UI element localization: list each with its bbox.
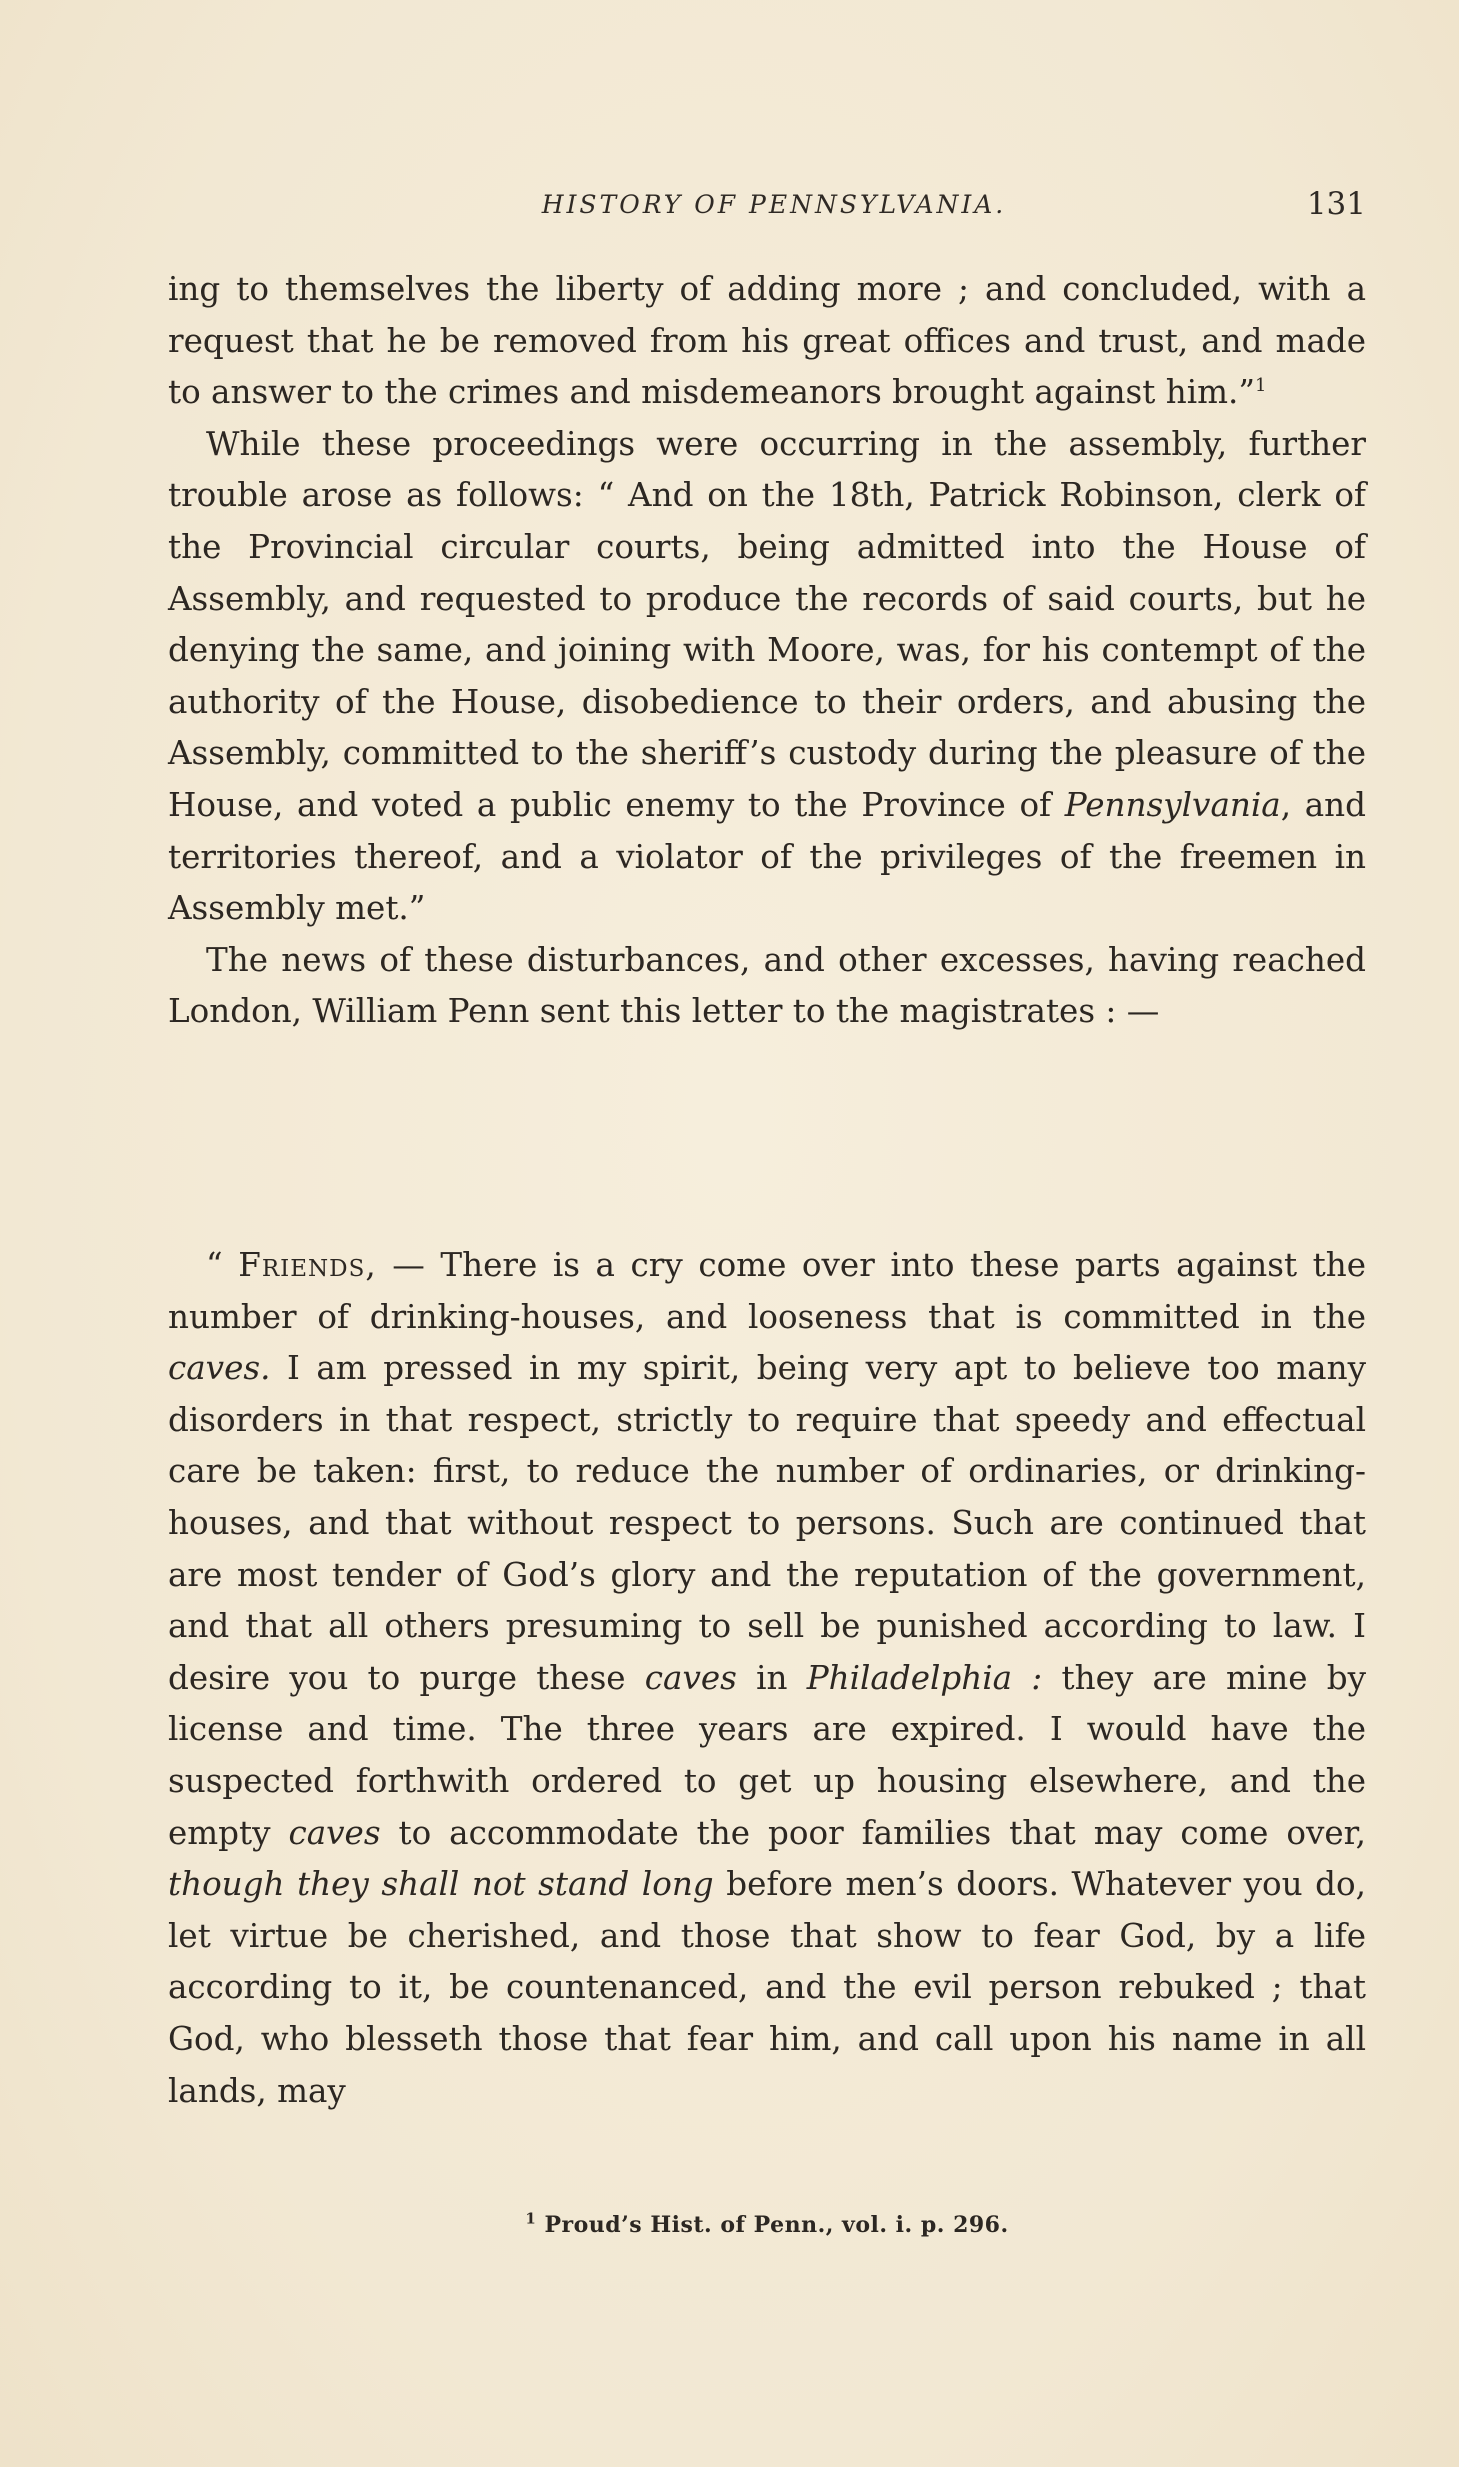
emphasis-text: Philadelphia :: [806, 1658, 1043, 1697]
paragraph-continuation: [168, 264, 1366, 419]
footnote-marker: 1: [525, 2209, 537, 2228]
letter-text-run: “: [206, 1246, 239, 1284]
emphasis-text: caves: [644, 1658, 737, 1697]
letter-text: [168, 1240, 1366, 2117]
paragraph-text: ing to themselves the liberty of adding more ; and concluded, with a request that he be removed from his great offices and trust, and made to answer to the crimes and misdemeanors brought against him.”: [168, 270, 1366, 412]
running-title: HISTORY OF PENNSYLVANIA.: [541, 190, 1007, 219]
letter-text-run: to accommodate the poor families that may come over,: [380, 1813, 1366, 1852]
letter-text-run: before men’s doors. Whatever you do, let virtue be cherished, and those that show to fear God, by a life according to it, be countenanced, and the evil person rebuked ; that God, who blesseth those that fear him, and call upon his name in all lands, may: [168, 1865, 1366, 2110]
paragraph-news: The news of these disturbances, and other excesses, having reached London, William Penn sent this letter to the magistrates : —: [168, 940, 1366, 1031]
letter-text-run: they are mine by license and time. The three years are expired. I would have the suspected forthwith ordered to get up housing elsewhere, and the empty: [168, 1658, 1366, 1852]
body-text-top: [168, 264, 1366, 1038]
emphasis-text: caves.: [168, 1349, 271, 1388]
letter-text-run: I am pressed in my spirit, being very apt to believe too many disorders in that respect, strictly to require that speedy and effectual care be taken: first, to reduce the number of ordinaries, or drinking-houses, and that without respect to persons. Such are continued that are most tender of God’s glory and the reputation of the government, and that all others presuming to sell be punished according to law. I desire you to purge these: [168, 1349, 1366, 1697]
letter-salutation: Friends,: [238, 1246, 377, 1284]
letter-text-run: in: [736, 1658, 807, 1697]
footnote: [168, 2209, 1366, 2238]
page-number: 131: [1306, 186, 1366, 222]
footnote-text: Proud’s Hist. of Penn., vol. i. p. 296.: [536, 2212, 1009, 2238]
letter-paragraph: [168, 1240, 1366, 2117]
paragraph-text: , and territories thereof, and a violator of the privileges of the freemen in Assembly met.”: [168, 785, 1366, 928]
emphasis-text: though they shall not stand long: [168, 1865, 714, 1904]
emphasis-text: Pennsylvania: [1064, 785, 1281, 824]
running-head: [168, 186, 1380, 222]
footnote-reference: 1: [1255, 375, 1267, 397]
paragraph-text: While these proceedings were occurring in the assembly, further trouble arose as follows: “ And on the 18th, Patrick Robinson, clerk of the Provincial circular courts, being admitted into the House of Assembly, and requested to produce the records of said courts, but he denying the same, and joining with Moore, was, for his contempt of the authority of the House, disobedience to their orders, and abusing the Assembly, committed to the sheriff’s custody during the pleasure of the House, and voted a public enemy to the Province of: [168, 424, 1366, 824]
paragraph-robinson: [168, 419, 1366, 935]
letter-text-run: — There is a cry come over into these parts against the number of drinking-houses, and looseness that is committed in the: [168, 1246, 1367, 1336]
emphasis-text: caves: [288, 1813, 381, 1852]
